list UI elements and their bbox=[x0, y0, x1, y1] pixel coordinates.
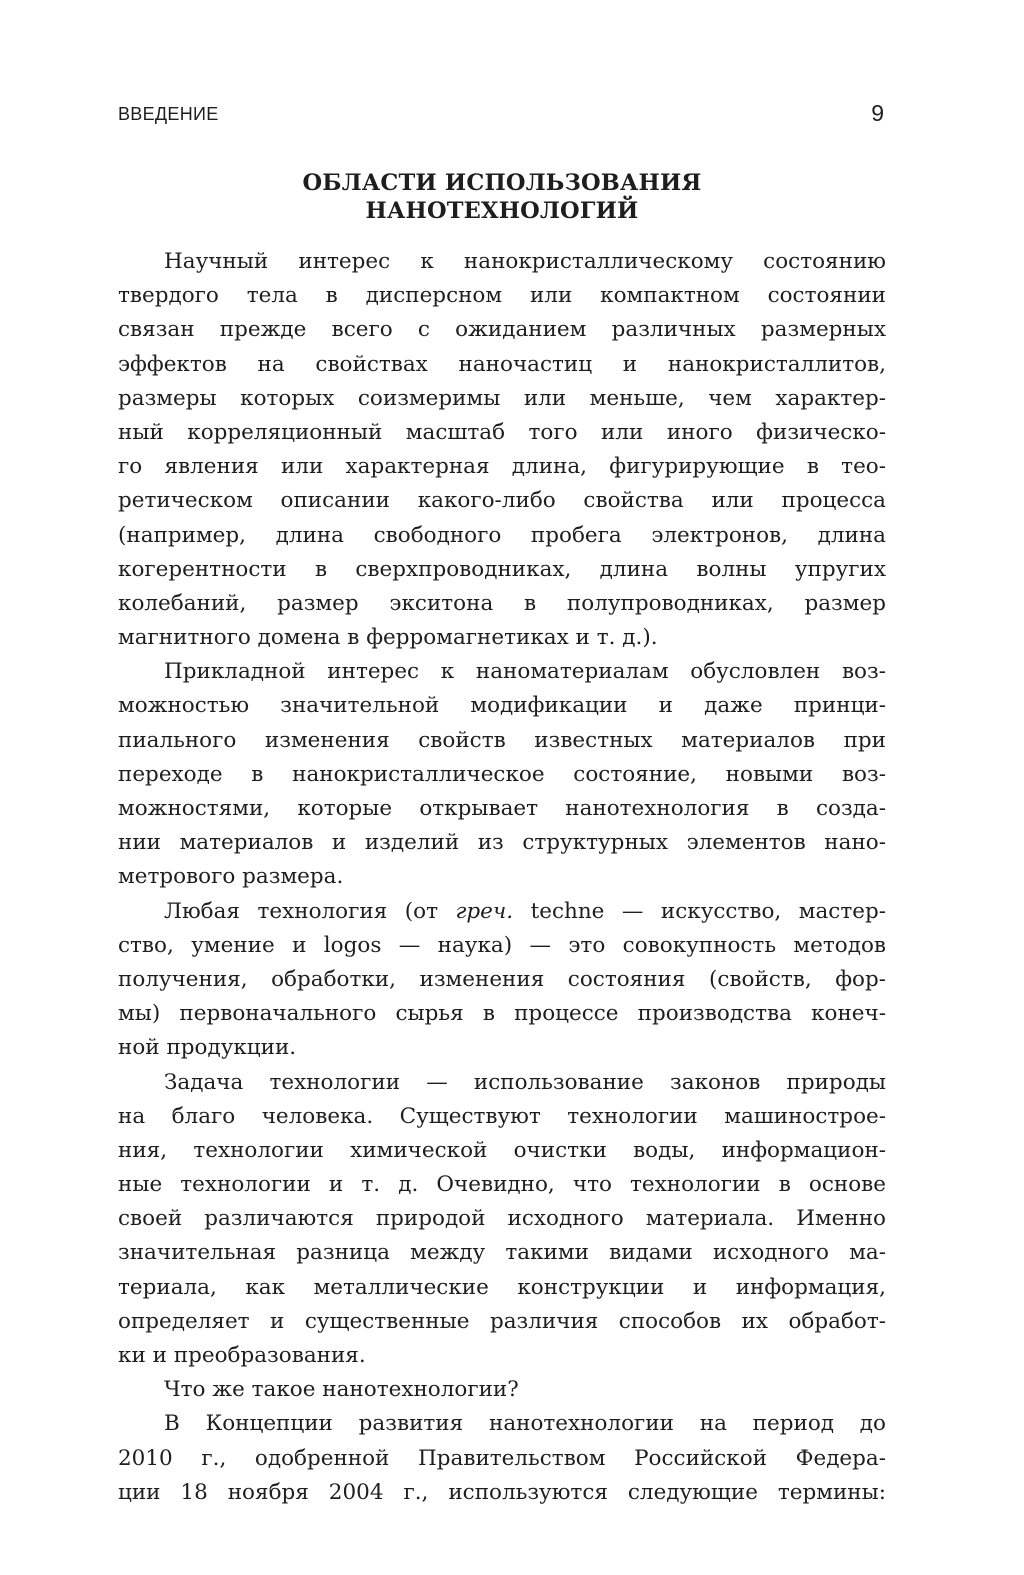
paragraph bbox=[118, 1407, 886, 1510]
text-line: мы) первоначального сырья в процессе производства конеч- bbox=[118, 1001, 886, 1027]
running-head-section-name: ВВЕДЕНИЕ bbox=[118, 104, 219, 124]
text-line: переходе в нанокристаллическое состояние, новыми воз- bbox=[118, 761, 886, 787]
text-line: Что же такое нанотехнологии? bbox=[164, 1377, 519, 1403]
section-heading bbox=[118, 169, 886, 225]
paragraph bbox=[118, 245, 886, 655]
running-head bbox=[118, 100, 886, 130]
text-line: ретическом описании какого-либо свойства или процесса bbox=[118, 488, 886, 514]
text-line: эффектов на свойствах наночастиц и нанокристаллитов, bbox=[118, 351, 886, 377]
text-line: можностью значительной модификации и даже принци- bbox=[118, 693, 886, 719]
text-line: определяет и существенные различия способов их обработ- bbox=[118, 1308, 886, 1334]
paragraph bbox=[118, 895, 886, 1066]
text-line: ния, технологии химической очистки воды, информацион- bbox=[118, 1137, 886, 1163]
text-line: своей различаются природой исходного материала. Именно bbox=[118, 1206, 886, 1232]
text-line: ные технологии и т. д. Очевидно, что технологии в основе bbox=[118, 1172, 886, 1198]
text-line: териала, как металлические конструкции и информация, bbox=[118, 1274, 886, 1300]
text-line: ство, умение и logos — наука) — это совокупность методов bbox=[118, 932, 886, 958]
text-line: ный корреляционный масштаб того или иного физическо- bbox=[118, 419, 886, 445]
text-line: ной продукции. bbox=[118, 1035, 297, 1061]
text-fragment: techne — искусство, мастер- bbox=[513, 898, 886, 924]
text-line: В Концепции развития нанотехнологии на период до bbox=[164, 1411, 886, 1437]
text-line bbox=[118, 895, 886, 929]
text-line: на благо человека. Существуют технологии машинострое- bbox=[118, 1103, 886, 1129]
text-line: получения, обработки, изменения состояния (свойств, фор- bbox=[118, 966, 886, 992]
text-fragment: Любая технология (от bbox=[164, 898, 456, 924]
text-line: можностями, которые открывает нанотехнология в созда- bbox=[118, 796, 886, 821]
body-text bbox=[118, 245, 886, 1510]
text-line: го явления или характерная длина, фигурирующие в тео- bbox=[118, 454, 886, 480]
italic-abbreviation: греч. bbox=[455, 898, 514, 924]
text-line: метрового размера. bbox=[118, 864, 344, 890]
paragraph bbox=[118, 655, 886, 894]
text-line: пиального изменения свойств известных материалов при bbox=[118, 727, 886, 753]
text-line: твердого тела в дисперсном или компактном состоянии bbox=[118, 283, 886, 309]
paragraph bbox=[118, 1066, 886, 1374]
paragraph bbox=[118, 1373, 886, 1407]
text-line: ки и преобразования. bbox=[118, 1343, 366, 1368]
text-line: связан прежде всего с ожиданием различных размерных bbox=[118, 317, 886, 343]
text-line: нии материалов и изделий из структурных элементов нано- bbox=[118, 830, 886, 856]
text-line: ции 18 ноября 2004 г., используются следующие термины: bbox=[118, 1479, 886, 1505]
text-line: Научный интерес к нанокристаллическому состоянию bbox=[164, 249, 886, 274]
text-line: магнитного домена в ферромагнетиках и т. д.). bbox=[118, 625, 658, 651]
text-line: колебаний, размер экситона в полупроводниках, размер bbox=[118, 590, 886, 616]
text-line: 2010 г., одобренной Правительством Российской Федера- bbox=[118, 1445, 886, 1471]
section-heading-line: НАНОТЕХНОЛОГИЙ bbox=[365, 198, 639, 224]
page-number: 9 bbox=[871, 100, 884, 126]
text-line: когерентности в сверхпроводниках, длина волны упругих bbox=[118, 556, 886, 582]
text-line: Прикладной интерес к наноматериалам обусловлен воз- bbox=[164, 659, 886, 685]
text-line: значительная разница между такими видами исходного ма- bbox=[118, 1240, 886, 1266]
text-line: Задача технологии — использование законов природы bbox=[164, 1069, 886, 1095]
text-line: (например, длина свободного пробега электронов, длина bbox=[118, 522, 886, 548]
text-line: размеры которых соизмеримы или меньше, чем характер- bbox=[118, 385, 886, 411]
section-heading-line: ОБЛАСТИ ИСПОЛЬЗОВАНИЯ bbox=[302, 170, 702, 196]
